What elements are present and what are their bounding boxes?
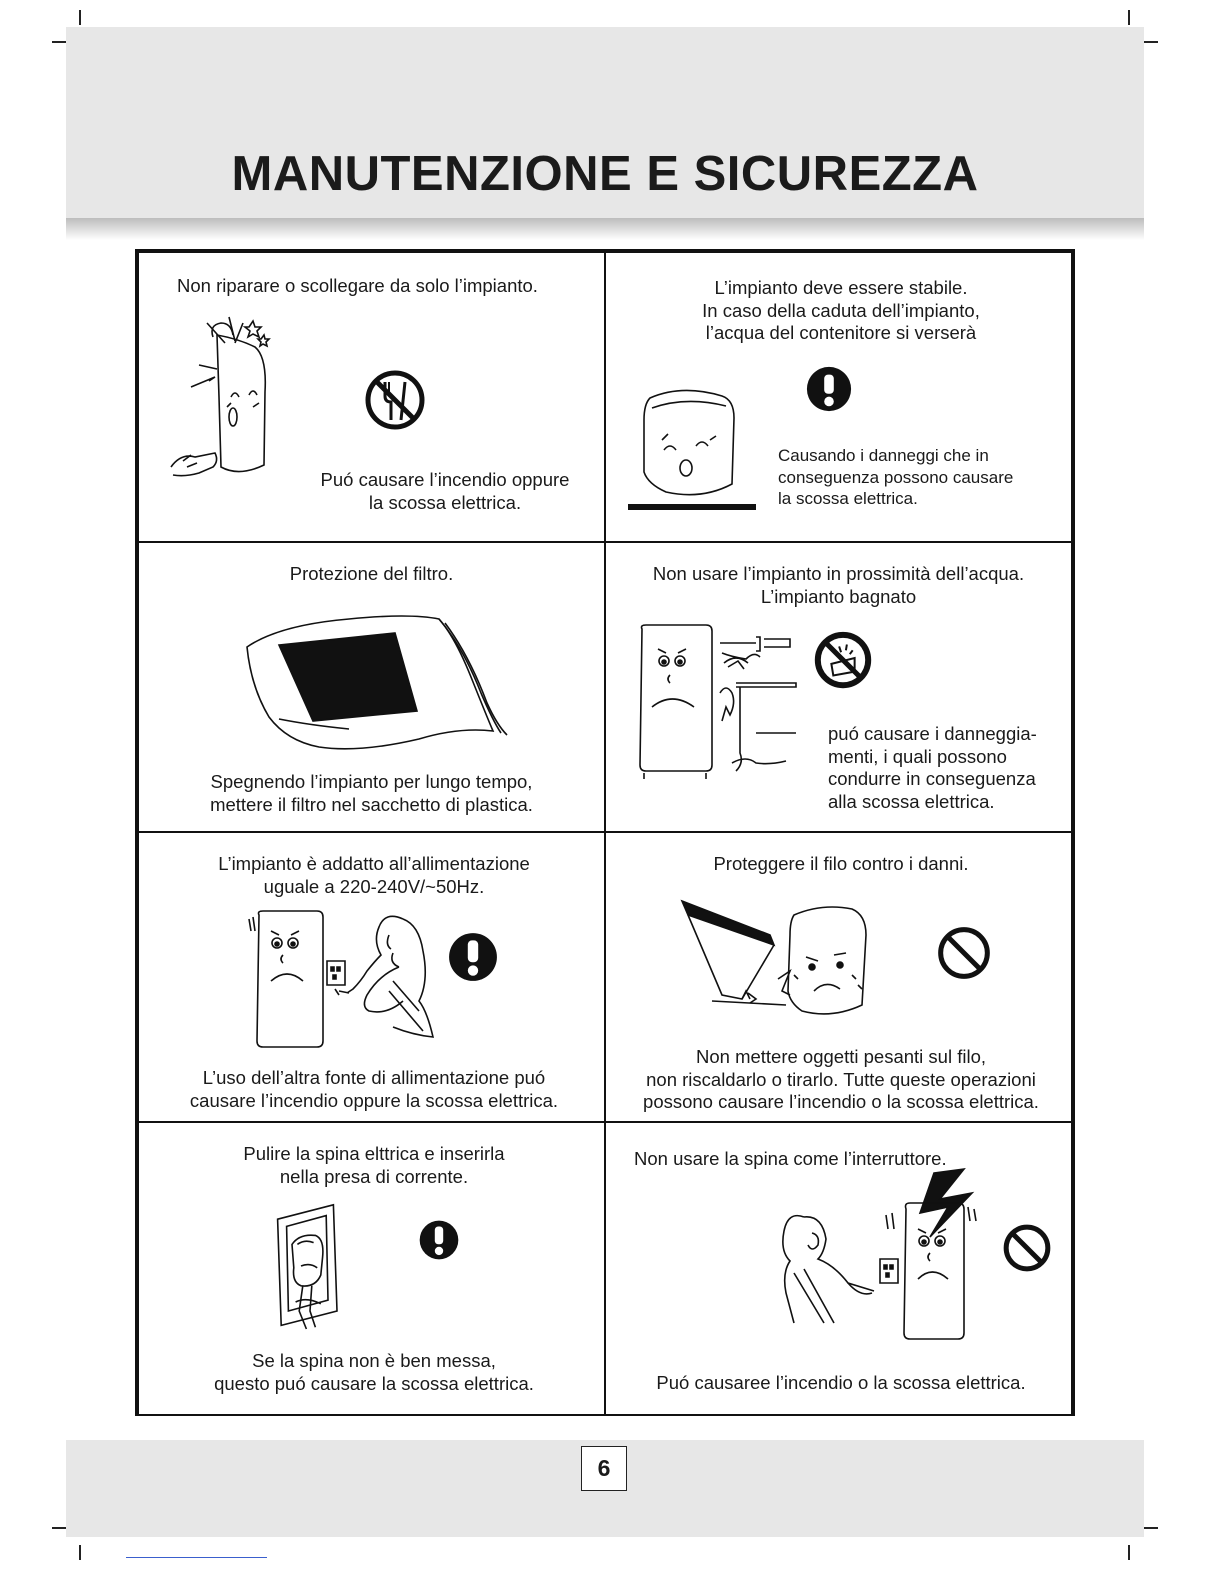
crop-mark: [79, 10, 81, 25]
cell-body: Puó causaree l’incendio o la scossa elettrica.: [656, 1372, 1026, 1393]
safety-cell-water: [604, 541, 1073, 833]
safety-cell-filter: [137, 541, 606, 833]
woman-plugging-illustration: [243, 911, 443, 1051]
safety-cell-repair: [137, 251, 606, 543]
cell-body: Causando i danneggi che in conseguenza possono causare la scossa elettrica.: [778, 446, 1014, 508]
cell-heading: Pulire la spina elttrica e inserirla nella presa di corrente.: [243, 1143, 505, 1187]
cell-heading: Non riparare o scollegare da solo l’impianto.: [177, 275, 538, 296]
safety-cell-power: [137, 831, 606, 1123]
cell-body: L’uso dell’altra fonte di allimentazione puó causare l’incendio oppure la scossa elettrica.: [189, 1067, 559, 1111]
safety-cell-cord: [604, 831, 1073, 1123]
cell-body: Non mettere oggetti pesanti sul filo, non riscaldarlo o tirarlo. Tutte queste operazioni possono causare l’incendio o la scossa elettrica.: [643, 1046, 1039, 1112]
safety-cell-plug-clean: [137, 1121, 606, 1416]
safety-cell-plug-switch: [604, 1121, 1073, 1416]
crop-mark: [79, 1545, 81, 1560]
prohibition-tools-icon: [363, 368, 427, 432]
footer-underline: [126, 1557, 267, 1558]
filter-bag-illustration: [239, 607, 509, 752]
crop-mark: [1128, 1545, 1130, 1560]
prohibition-icon: [936, 925, 992, 981]
cell-body: Spegnendo l’impianto per lungo tempo, mettere il filtro nel sacchetto di plastica.: [210, 771, 533, 815]
page-number: 6: [581, 1446, 627, 1491]
warning-exclamation-icon: [805, 365, 853, 413]
woman-unplugging-illustration: [764, 1173, 1014, 1323]
warning-exclamation-icon: [418, 1219, 460, 1261]
cell-heading: Proteggere il filo contro i danni.: [713, 853, 969, 874]
cell-heading: Non usare l’impianto in prossimità dell’acqua. L’impianto bagnato: [652, 563, 1025, 607]
prohibition-water-icon: [812, 629, 874, 691]
cord-damage-illustration: [682, 895, 882, 1025]
cell-body: Se la spina non è ben messa, questo puó causare la scossa elettrica.: [214, 1350, 534, 1394]
cell-heading: L’impianto deve essere stabile. In caso della caduta dell’impianto, l’acqua del contenitore si verserà: [702, 277, 980, 343]
cell-body: puó causare i danneggia- menti, i quali possono condurre in conseguenza alla scossa elettrica.: [828, 723, 1037, 812]
crop-mark: [52, 41, 67, 43]
crop-mark: [1128, 10, 1130, 25]
crop-mark: [52, 1527, 67, 1529]
plug-socket-illustration: [274, 1201, 346, 1331]
warning-exclamation-icon: [447, 931, 499, 983]
safety-cell-stability: [604, 251, 1073, 543]
appliance-near-water-illustration: [636, 623, 796, 783]
cell-heading: Non usare la spina come l’interruttore.: [634, 1148, 947, 1169]
cell-heading: Protezione del filtro.: [289, 563, 454, 584]
appliance-falling-illustration: [622, 388, 762, 518]
cell-heading: L’impianto è addatto all’allimentazione uguale a 220-240V/~50Hz.: [218, 853, 530, 897]
prohibition-icon: [1002, 1223, 1052, 1273]
page-title: MANUTENZIONE E SICUREZZA: [231, 147, 979, 201]
crop-mark: [1143, 41, 1158, 43]
cell-body: Puó causare l’incendio oppure la scossa elettrica.: [320, 469, 570, 513]
crop-mark: [1143, 1527, 1158, 1529]
header-shadow: [66, 218, 1144, 240]
appliance-repair-illustration: [169, 317, 289, 492]
